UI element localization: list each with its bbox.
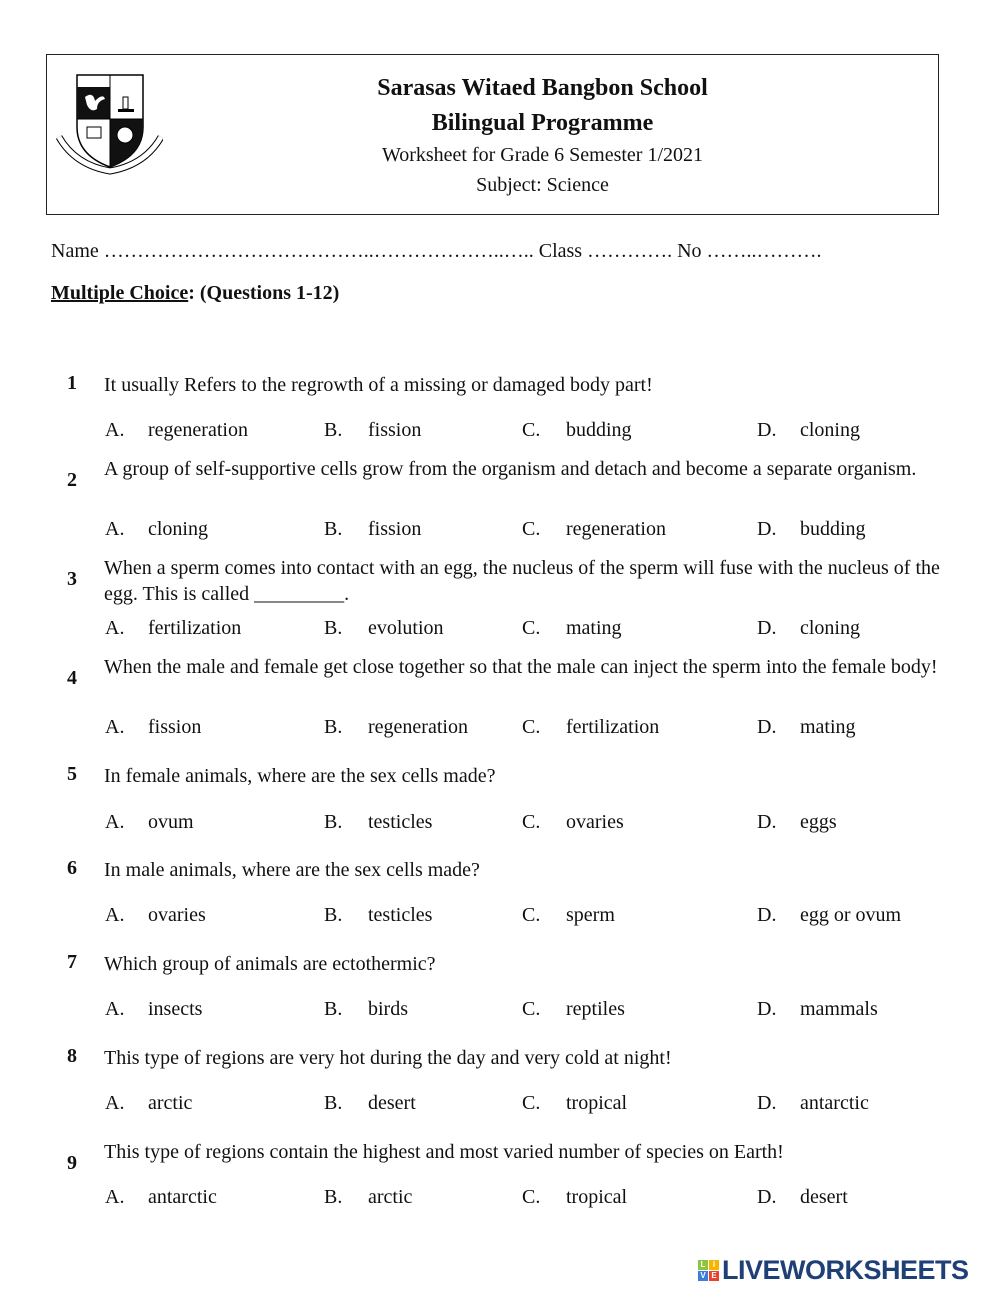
question-number: 9: [67, 1152, 77, 1174]
answer-option[interactable]: mating: [800, 716, 856, 738]
answer-option[interactable]: antarctic: [800, 1092, 869, 1114]
option-letter: B.: [324, 716, 343, 738]
option-letter: B.: [324, 1092, 343, 1114]
question-text: In female animals, where are the sex cells made?: [104, 765, 496, 787]
answer-option[interactable]: testicles: [368, 811, 433, 833]
live-badge-icon: [698, 1260, 719, 1281]
option-letter: D.: [757, 617, 777, 639]
question-text: When a sperm comes into contact with an egg, the nucleus of the sperm will fuse with the nucleus of the egg. This is called _________.: [104, 557, 940, 605]
answer-option[interactable]: ovum: [148, 811, 194, 833]
option-letter: C.: [522, 617, 541, 639]
answer-option[interactable]: egg or ovum: [800, 904, 902, 926]
answer-option[interactable]: budding: [800, 518, 866, 540]
question-text: In male animals, where are the sex cells made?: [104, 859, 480, 881]
badge-letter: L: [698, 1260, 708, 1270]
answer-option[interactable]: fission: [148, 716, 202, 738]
answer-option[interactable]: cloning: [800, 617, 860, 639]
name-class-no-field[interactable]: Name …………………………………..………………..….. Class …………. No ……..……….: [51, 240, 822, 262]
programme-name: Bilingual Programme: [431, 110, 654, 136]
option-letter: A.: [105, 1092, 125, 1114]
option-letter: A.: [105, 998, 125, 1020]
option-letter: C.: [522, 1186, 541, 1208]
question-number: 4: [67, 667, 77, 689]
question-number: 7: [67, 951, 77, 973]
option-letter: D.: [757, 904, 777, 926]
school-name: Sarasas Witaed Bangbon School: [377, 75, 708, 101]
answer-option[interactable]: fertilization: [148, 617, 242, 639]
question-number: 1: [67, 372, 77, 394]
answer-option[interactable]: arctic: [368, 1186, 413, 1208]
option-letter: D.: [757, 1186, 777, 1208]
option-letter: A.: [105, 1186, 125, 1208]
answer-option[interactable]: fertilization: [566, 716, 660, 738]
option-letter: B.: [324, 998, 343, 1020]
liveworksheets-watermark: [698, 1255, 969, 1286]
option-letter: A.: [105, 518, 125, 540]
answer-option[interactable]: evolution: [368, 617, 444, 639]
question-number: 3: [67, 568, 77, 590]
option-letter: B.: [324, 518, 343, 540]
option-letter: A.: [105, 617, 125, 639]
option-letter: B.: [324, 904, 343, 926]
option-letter: D.: [757, 716, 777, 738]
answer-option[interactable]: mating: [566, 617, 622, 639]
section-subtitle: : (Questions 1-12): [188, 282, 340, 304]
option-letter: C.: [522, 518, 541, 540]
option-letter: B.: [324, 419, 343, 441]
option-letter: C.: [522, 419, 541, 441]
option-letter: B.: [324, 1186, 343, 1208]
question-number: 2: [67, 469, 77, 491]
option-letter: A.: [105, 419, 125, 441]
answer-option[interactable]: regeneration: [368, 716, 468, 738]
question-text: When the male and female get close together so that the male can inject the sperm into the female body!: [104, 656, 938, 678]
question-text: This type of regions are very hot during the day and very cold at night!: [104, 1047, 672, 1069]
option-letter: B.: [324, 617, 343, 639]
answer-option[interactable]: ovaries: [566, 811, 624, 833]
option-letter: D.: [757, 1092, 777, 1114]
section-title: Multiple Choice: [51, 282, 189, 304]
header-box: [46, 54, 939, 215]
option-letter: C.: [522, 811, 541, 833]
answer-option[interactable]: mammals: [800, 998, 878, 1020]
option-letter: B.: [324, 811, 343, 833]
answer-option[interactable]: regeneration: [566, 518, 666, 540]
option-letter: D.: [757, 998, 777, 1020]
answer-option[interactable]: regeneration: [148, 419, 248, 441]
answer-option[interactable]: fission: [368, 518, 422, 540]
option-letter: A.: [105, 716, 125, 738]
answer-option[interactable]: birds: [368, 998, 408, 1020]
answer-option[interactable]: tropical: [566, 1186, 628, 1208]
option-letter: C.: [522, 716, 541, 738]
option-letter: D.: [757, 419, 777, 441]
question-text: This type of regions contain the highest and most varied number of species on Earth!: [104, 1141, 784, 1163]
answer-option[interactable]: insects: [148, 998, 203, 1020]
watermark-text: LIVEWORKSHEETS: [722, 1255, 969, 1285]
option-letter: A.: [105, 904, 125, 926]
question-number: 5: [67, 763, 77, 785]
badge-letter: E: [709, 1271, 719, 1281]
answer-option[interactable]: testicles: [368, 904, 433, 926]
answer-option[interactable]: cloning: [800, 419, 860, 441]
answer-option[interactable]: eggs: [800, 811, 837, 833]
answer-option[interactable]: tropical: [566, 1092, 628, 1114]
question-text: Which group of animals are ectothermic?: [104, 953, 436, 975]
option-letter: A.: [105, 811, 125, 833]
question-number: 6: [67, 857, 77, 879]
option-letter: D.: [757, 518, 777, 540]
answer-option[interactable]: cloning: [148, 518, 208, 540]
answer-option[interactable]: desert: [368, 1092, 416, 1114]
option-letter: C.: [522, 904, 541, 926]
answer-option[interactable]: arctic: [148, 1092, 193, 1114]
section-heading: [51, 282, 339, 305]
worksheet-title: Worksheet for Grade 6 Semester 1/2021: [381, 144, 704, 166]
option-letter: D.: [757, 811, 777, 833]
answer-option[interactable]: reptiles: [566, 998, 625, 1020]
answer-option[interactable]: antarctic: [148, 1186, 217, 1208]
subject: Subject: Science: [476, 174, 609, 196]
answer-option[interactable]: ovaries: [148, 904, 206, 926]
option-letter: C.: [522, 1092, 541, 1114]
answer-option[interactable]: budding: [566, 419, 632, 441]
answer-option[interactable]: sperm: [566, 904, 615, 926]
answer-option[interactable]: fission: [368, 419, 422, 441]
badge-letter: V: [698, 1271, 708, 1281]
question-text: It usually Refers to the regrowth of a missing or damaged body part!: [104, 374, 653, 396]
badge-letter: I: [709, 1260, 719, 1270]
answer-option[interactable]: desert: [800, 1186, 848, 1208]
question-number: 8: [67, 1045, 77, 1067]
question-text: A group of self-supportive cells grow from the organism and detach and become a separate organism.: [104, 458, 917, 480]
option-letter: C.: [522, 998, 541, 1020]
